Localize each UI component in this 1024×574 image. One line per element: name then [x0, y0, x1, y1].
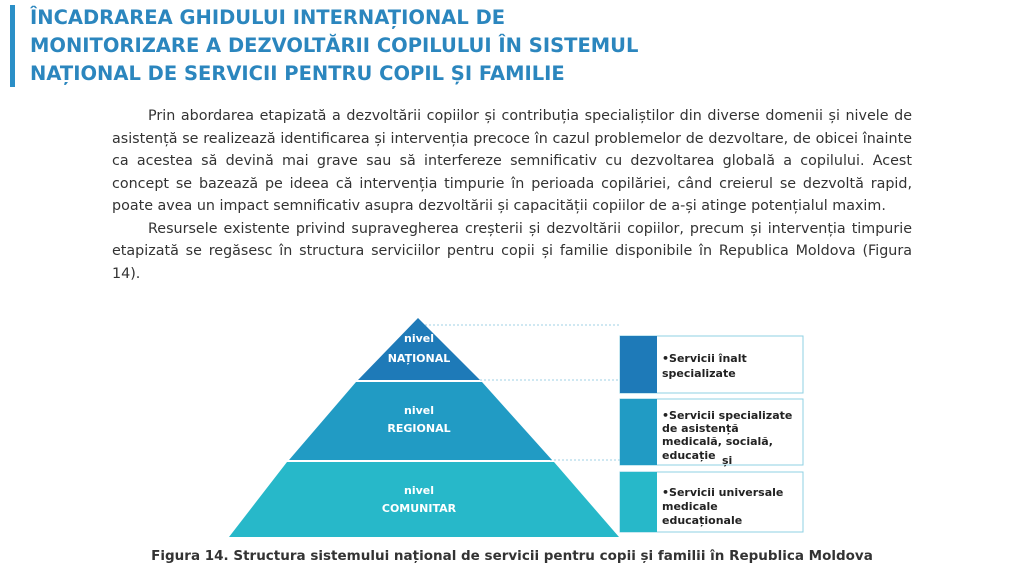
service-color-swatch-mid — [620, 399, 657, 465]
pyramid-level-communitar — [229, 462, 619, 537]
level-regional-line2: REGIONAL — [387, 422, 451, 435]
service-2-line1: •Servicii specializate — [662, 409, 793, 422]
service-2-line4: educație — [662, 449, 716, 462]
service-2-line2: de asistență — [662, 422, 739, 435]
service-color-swatch-top — [620, 336, 657, 393]
service-3-line2: medicale — [662, 500, 718, 513]
service-3-line1: •Servicii universale — [662, 486, 784, 499]
title-line-1: ÎNCADRAREA GHIDULUI INTERNAȚIONAL DE — [30, 6, 506, 29]
pyramid-level-regional — [289, 382, 552, 460]
title-line-2: MONITORIZARE A DEZVOLTĂRII COPILULUI ÎN SISTEMUL — [30, 34, 639, 57]
paragraph-1: Prin abordarea etapizată a dezvoltării copiilor și contribuția specialiștilor din diverse domenii și nivele de asistență se realizează identificarea și intervenția precoce în cazul problemelor de dezvoltare, de obicei înainte ca acestea să devină mai grave sau să interfereze semnificativ cu dezvoltarea globală a copilului. Acest concept se bazează pe ideea că intervenția timpurie în perioada copilăriei, când creierul se dezvoltă rapid, poate avea un impact semnificativ asupra dezvoltării și capacității copiilor de a-și atinge potențialul maxim. — [112, 108, 912, 214]
service-1-line2: specializate — [662, 367, 736, 380]
title-accent-bar — [10, 5, 15, 87]
pyramid-level-national — [358, 318, 480, 380]
level-national-line1: nivel — [403, 332, 435, 345]
service-3-line3: educaționale — [662, 514, 743, 527]
figure-caption: Figura 14. Structura sistemului național de servicii pentru copii și familii în Republica Moldova — [151, 548, 873, 564]
service-color-swatch-bottom — [620, 472, 657, 532]
paragraph-2: Resursele existente privind supravegherea creșterii și dezvoltării copiilor, precum și intervenția timpurie etapizată se regăsesc în structura serviciilor pentru copii și familie disponibile în Republica Moldova (Figura 14). — [112, 220, 912, 282]
service-2-line3: medicală, socială, — [662, 435, 773, 448]
service-2-line5: și — [722, 454, 733, 467]
level-communitar-line1: nivel — [403, 484, 435, 497]
service-1-line1: •Servicii înalt — [662, 352, 747, 365]
level-communitar-line2: COMUNITAR — [381, 502, 457, 515]
level-regional-line1: nivel — [403, 404, 435, 417]
title-line-3: NAȚIONAL DE SERVICII PENTRU COPIL ȘI FAMILIE — [30, 62, 565, 85]
level-national-line2: NAȚIONAL — [387, 352, 451, 365]
page-title — [30, 4, 638, 88]
body-text — [112, 105, 912, 285]
